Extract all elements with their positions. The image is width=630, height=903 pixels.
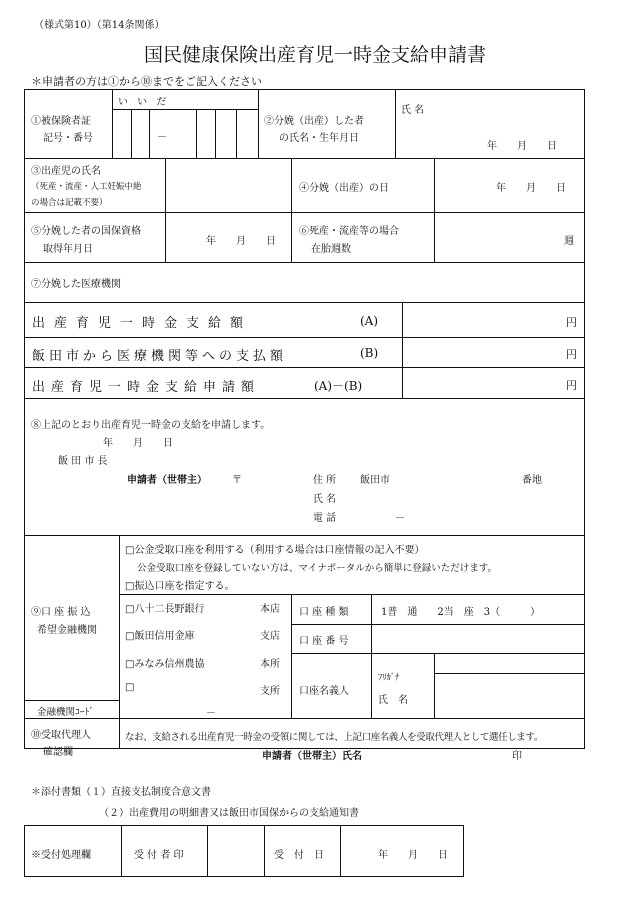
holder-furigana-field[interactable] (436, 655, 583, 672)
account-type-options[interactable]: 1普 通 2当 座 3（ ） (381, 607, 541, 618)
bank-section-sublabel: 希望金融機関 (37, 625, 97, 636)
agent-signer-label: 申請者（世帯主）氏名 (262, 751, 362, 762)
holder-name-label: 氏 名 (378, 695, 408, 706)
amount-a-label: 出産育児一時金支給額 (32, 316, 253, 331)
designated-account-checkbox[interactable]: □振込口座を指定する。 (125, 581, 235, 592)
banchi-label: 番地 (522, 475, 542, 486)
applicant-name-label: 氏 名 (313, 494, 337, 505)
mother-name-field[interactable] (420, 96, 580, 126)
agent-signer-name-field[interactable] (390, 744, 500, 760)
qualification-date-field[interactable]: 年 月 日 (206, 236, 276, 247)
bank-code-field[interactable] (121, 702, 289, 717)
bank-code-label: 金融機関ｺｰﾄﾞ (37, 707, 95, 718)
public-account-note: 公金受取口座を登録していない方は、マイナポータルから簡単に登録いただけます。 (137, 563, 498, 574)
account-number-label: 口 座 番 号 (299, 636, 349, 647)
account-type-label: 口 座 種 類 (299, 607, 349, 618)
reception-date-field[interactable]: 年 月 日 (378, 850, 448, 861)
qualification-date-label: ⑤分娩した者の国保資格 (31, 226, 141, 237)
phone-field[interactable] (346, 505, 466, 521)
phone-label: 電 話 (313, 513, 337, 524)
gestation-label: ⑥死産・流産等の場合 (299, 226, 399, 237)
receiver-seal-label: 受 付 者 印 (134, 850, 184, 861)
amount-claim-yen: 円 (566, 379, 577, 392)
applicant-label: 申請者（世帯主） (127, 475, 207, 486)
gestation-sublabel: 在胎週数 (311, 244, 351, 255)
amount-b-tag: (B) (360, 346, 379, 360)
insurance-number-dash: － (157, 132, 167, 143)
applicant-name-field[interactable] (346, 486, 546, 502)
amount-a-yen: 円 (566, 316, 577, 329)
child-name-label: ③出産児の氏名 (31, 166, 101, 177)
agent-label: ⑩受取代理人 (31, 730, 91, 741)
child-name-note2: の場合は記載不要） (31, 198, 108, 208)
gestation-weeks-unit: 週 (564, 236, 574, 247)
address-field[interactable] (396, 467, 516, 483)
postal-mark: 〒 (232, 475, 242, 486)
public-account-checkbox[interactable]: □公金受取口座を利用する（利用する場合は口座情報の記入不要） (125, 545, 425, 556)
qualification-date-sublabel: 取得年月日 (43, 244, 93, 255)
agent-sublabel: 確認欄 (43, 747, 73, 758)
holder-name-field[interactable] (436, 675, 583, 717)
child-name-note1: （死産・流産・人工妊娠中絶 (31, 182, 142, 192)
gestation-weeks-field[interactable] (436, 214, 561, 260)
bank-option-other[interactable]: □ (125, 682, 135, 693)
phone-dash: － (395, 513, 405, 524)
agent-statement: なお、支給される出産育児一時金の受領に関しては、上記口座名義人を受取代理人として選任します。 (125, 732, 543, 743)
bank-option-1[interactable]: □八十二長野銀行 (125, 604, 205, 615)
attachment-2: （２）出産費用の明細書又は飯田市国保からの支給通知書 (99, 808, 359, 819)
medical-institution-label: ⑦分娩した医療機関 (31, 279, 121, 290)
reception-label: ※受付処理欄 (31, 850, 91, 861)
form-number: （様式第10）（第14条関係） (34, 20, 165, 31)
bank-other-name-field[interactable] (140, 680, 256, 696)
amount-claim-label: 出産育児一時金支給申請額 (32, 380, 261, 395)
amount-a-tag: (A) (360, 314, 379, 328)
postal-code-field[interactable] (246, 467, 306, 483)
medical-institution-field[interactable] (167, 264, 583, 301)
amount-claim-tag: (A)－(B) (314, 379, 363, 393)
bank-code-dash: － (206, 708, 216, 719)
insurance-number-field[interactable] (150, 110, 196, 157)
insurance-card-sublabel: 記号・番号 (43, 133, 93, 144)
instruction-text: ＊申請者の方は①から⑩までをご記入ください (31, 75, 262, 88)
mother-name-label: 氏 名 (401, 105, 425, 116)
child-name-field[interactable] (167, 160, 289, 210)
attachment-1: ＊添付書類（１）直接支払制度合意文書 (31, 787, 211, 798)
seal-mark: 印 (512, 751, 522, 762)
mayor-label: 飯 田 市 長 (58, 456, 108, 467)
bank-section-label: ⑨口 座 振 込 (31, 607, 91, 618)
furigana-label: ﾌﾘｶﾞﾅ (378, 673, 400, 683)
page-title: 国民健康保険出産育児一時金支給申請書 (143, 44, 486, 66)
mother-sublabel: の氏名・生年月日 (279, 133, 359, 144)
amount-b-yen: 円 (566, 348, 577, 361)
reception-date-label: 受 付 日 (274, 850, 324, 861)
amount-a-field[interactable] (404, 304, 562, 335)
insurance-kana: い い だ (118, 97, 170, 108)
bank-option-1-branch: 本店 (260, 604, 280, 615)
application-statement: ⑧上記のとおり出産育児一時金の支給を申請します。 (31, 420, 271, 431)
mother-birthdate-field[interactable]: 年 月 日 (487, 141, 557, 152)
bank-option-2-branch: 支店 (260, 631, 280, 642)
address-label: 住 所 (313, 475, 337, 486)
account-holder-label: 口座名義人 (299, 686, 349, 697)
amount-claim-field[interactable] (404, 369, 562, 397)
application-date-field[interactable]: 年 月 日 (103, 438, 173, 449)
address-city: 飯田市 (360, 475, 390, 486)
bank-option-3-branch: 本所 (260, 659, 280, 670)
amount-b-field[interactable] (404, 339, 562, 366)
account-number-field[interactable] (373, 626, 583, 652)
amount-b-label: 飯田市から医療機関等への支払額 (32, 349, 288, 364)
insurance-card-label: ①被保険者証 (31, 116, 91, 127)
bank-option-2[interactable]: □飯田信用金庫 (125, 631, 195, 642)
bank-option-other-branch: 支所 (260, 686, 280, 697)
mother-label: ②分娩（出産）した者 (264, 116, 364, 127)
birth-date-label: ④分娩（出産）の日 (299, 183, 389, 194)
birth-date-field[interactable]: 年 月 日 (496, 183, 566, 194)
bank-option-3[interactable]: □みなみ信州農協 (125, 659, 205, 670)
